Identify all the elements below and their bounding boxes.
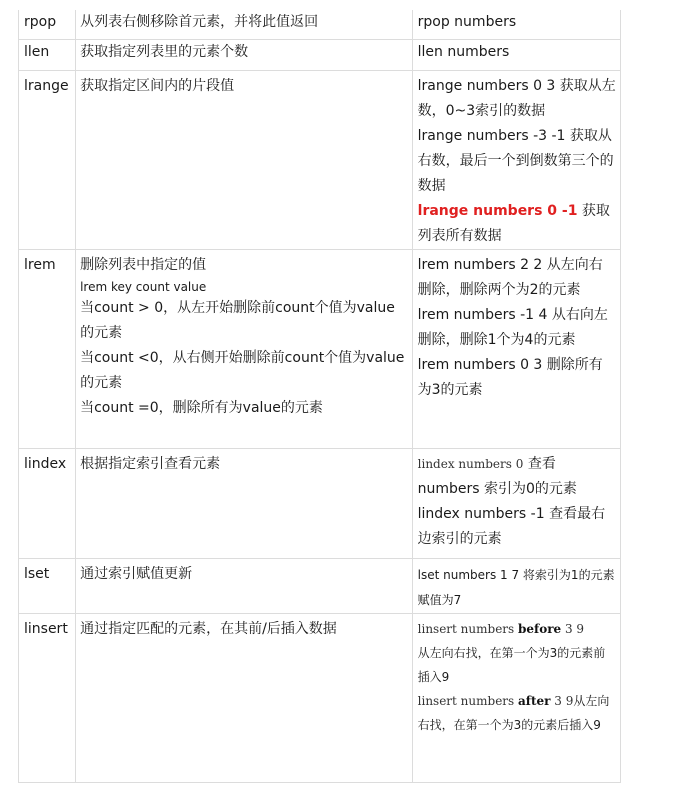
syntax-line: lrem key count value [80, 280, 207, 294]
example-text: 获取列表所有数据 [417, 203, 610, 244]
command-cell: linsert [19, 614, 76, 783]
table-row [19, 559, 621, 614]
description-cell: 通过指定匹配的元素，在其前/后插入数据 [76, 614, 413, 783]
command-cell: llen [19, 40, 76, 71]
description-line: 当count > 0，从左开始删除前count个值为value的元素 [80, 300, 395, 341]
code-text: lindex numbers 0 [417, 457, 524, 471]
example-line: lrem numbers 0 3 删除所有为3的元素 [417, 357, 603, 398]
example-cell: rpop numbers [412, 10, 620, 40]
code-keyword: before [518, 622, 562, 636]
code-text: linsert numbers [417, 694, 519, 708]
description-cell: 从列表右侧移除首元素，并将此值返回 [76, 10, 413, 40]
example-cell: llen numbers [412, 40, 620, 71]
example-cell [412, 71, 620, 250]
description-cell: 根据指定索引查看元素 [76, 449, 413, 559]
example-cell [412, 449, 620, 559]
description-cell: 获取指定区间内的片段值 [76, 71, 413, 250]
code-text: 3 9 [561, 622, 585, 636]
description-line: 删除列表中指定的值 [80, 257, 207, 273]
command-cell: rpop [19, 10, 76, 40]
command-cell: lrem [19, 250, 76, 449]
description-cell: 获取指定列表里的元素个数 [76, 40, 413, 71]
example-cell: lset numbers 1 7 将索引为1的元素赋值为7 [412, 559, 620, 614]
command-cell: lset [19, 559, 76, 614]
example-line: lrange numbers 0 3 获取从左数，0~3索引的数据 [417, 78, 616, 119]
code-keyword: after [518, 694, 551, 708]
example-line [418, 689, 616, 737]
table-row [19, 71, 621, 250]
command-cell: lindex [19, 449, 76, 559]
description-line: 当count =0，删除所有为value的元素 [80, 400, 323, 416]
table-row [19, 40, 621, 71]
example-line: lrange numbers -3 -1 获取从右数，最后一个到倒数第三个的数据 [417, 128, 614, 194]
table-row [19, 449, 621, 559]
example-line [418, 199, 616, 249]
example-line: lindex numbers -1 查看最右边索引的元素 [417, 506, 606, 547]
code-text: 3 9 [550, 694, 574, 708]
redis-list-commands-table [18, 10, 621, 783]
description-line: 当count <0，从右侧开始删除前count个值为value的元素 [80, 350, 405, 391]
example-line: lrem numbers 2 2 从左向右删除，删除两个为2的元素 [417, 257, 603, 298]
example-line [418, 452, 616, 502]
description-cell: 通过索引赋值更新 [76, 559, 413, 614]
example-line [418, 617, 616, 641]
example-line: lrem numbers -1 4 从右向左删除，删除1个为4的元素 [417, 307, 608, 348]
table-row [19, 250, 621, 449]
example-cell [412, 614, 620, 783]
example-cell [412, 250, 620, 449]
highlighted-command: lrange numbers 0 -1 [417, 203, 578, 219]
table-row [19, 10, 621, 40]
description-cell [76, 250, 413, 449]
example-text: 查看numbers 索引为0的元素 [417, 456, 577, 497]
command-cell: lrange [19, 71, 76, 250]
table-row [19, 614, 621, 783]
example-text: 从左向右找，在第一个为3的元素后插入9 [417, 694, 610, 732]
example-line: 从左向右找，在第一个为3的元素前插入9 [417, 646, 606, 684]
code-text: linsert numbers [417, 622, 519, 636]
